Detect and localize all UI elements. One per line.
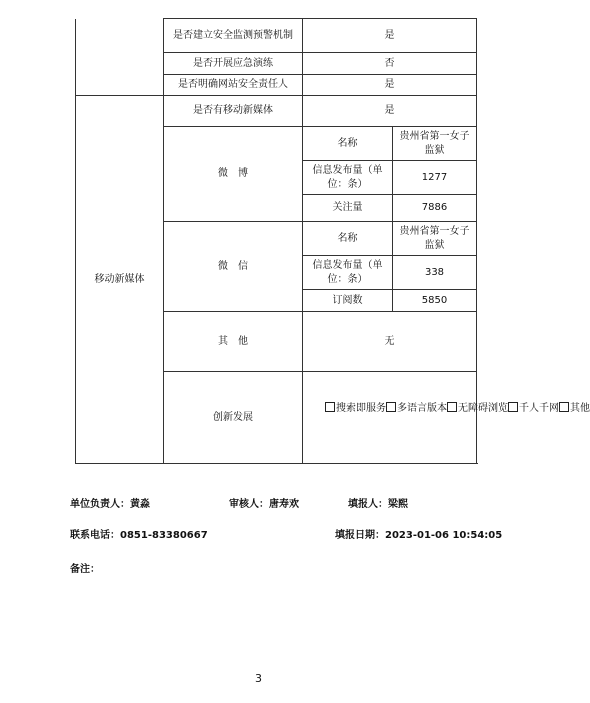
wechat-name-label: 名称 [303,222,393,256]
weibo-posts-value: 1277 [393,161,477,195]
monitor-warning-label: 是否建立安全监测预警机制 [164,19,303,53]
weibo-followers-label: 关注量 [303,195,393,222]
contact-phone: 联系电话：0851-83380667 [70,530,208,541]
unit-head: 单位负责人：黄淼 [70,499,150,510]
weibo-followers-value: 7886 [393,195,477,222]
weibo-name-value: 贵州省第一女子监狱 [393,127,477,161]
other-media-label: 其 他 [164,312,303,372]
wechat-posts-value: 338 [393,256,477,290]
report-table [75,18,590,464]
section-cell-blank [76,19,164,96]
checkbox-icon[interactable] [447,402,457,412]
wechat-subs-label: 订阅数 [303,290,393,312]
checkbox-icon[interactable] [508,402,518,412]
checkbox-icon[interactable] [386,402,396,412]
option-search-service: 搜索即服务 [336,403,386,414]
row-monitor-warning [76,19,477,53]
weibo-label: 微 博 [164,127,303,222]
security-person-value: 是 [303,75,477,96]
has-mobile-media-value: 是 [303,96,477,127]
filler: 填报人：梁熙 [348,499,408,510]
other-media-value: 无 [303,312,477,372]
has-mobile-media-label: 是否有移动新媒体 [164,96,303,127]
option-multilingual: 多语言版本 [397,403,447,414]
checkbox-icon[interactable] [325,402,335,412]
innovation-label: 创新发展 [164,372,303,464]
emergency-drill-label: 是否开展应急演练 [164,53,303,75]
option-other: 其他 [570,403,590,414]
fill-date: 填报日期：2023-01-06 10:54:05 [335,530,503,541]
notes-label: 备注： [70,564,100,575]
monitor-warning-value: 是 [303,19,477,53]
innovation-options [303,372,590,464]
wechat-subs-value: 5850 [393,290,477,312]
weibo-name-label: 名称 [303,127,393,161]
wechat-label: 微 信 [164,222,303,312]
reviewer: 审核人：唐寿欢 [229,499,299,510]
page-number: 3 [255,672,262,685]
checkbox-icon[interactable] [559,402,569,412]
row-has-mobile-media [76,96,477,127]
option-accessibility: 无障碍浏览 [458,403,508,414]
wechat-name-value: 贵州省第一女子监狱 [393,222,477,256]
mobile-media-section-label: 移动新媒体 [76,96,164,464]
option-personalized: 千人千网 [519,403,559,414]
security-person-label: 是否明确网站安全责任人 [164,75,303,96]
weibo-posts-label: 信息发布量（单位：条） [303,161,393,195]
wechat-posts-label: 信息发布量（单位：条） [303,256,393,290]
emergency-drill-value: 否 [303,53,477,75]
